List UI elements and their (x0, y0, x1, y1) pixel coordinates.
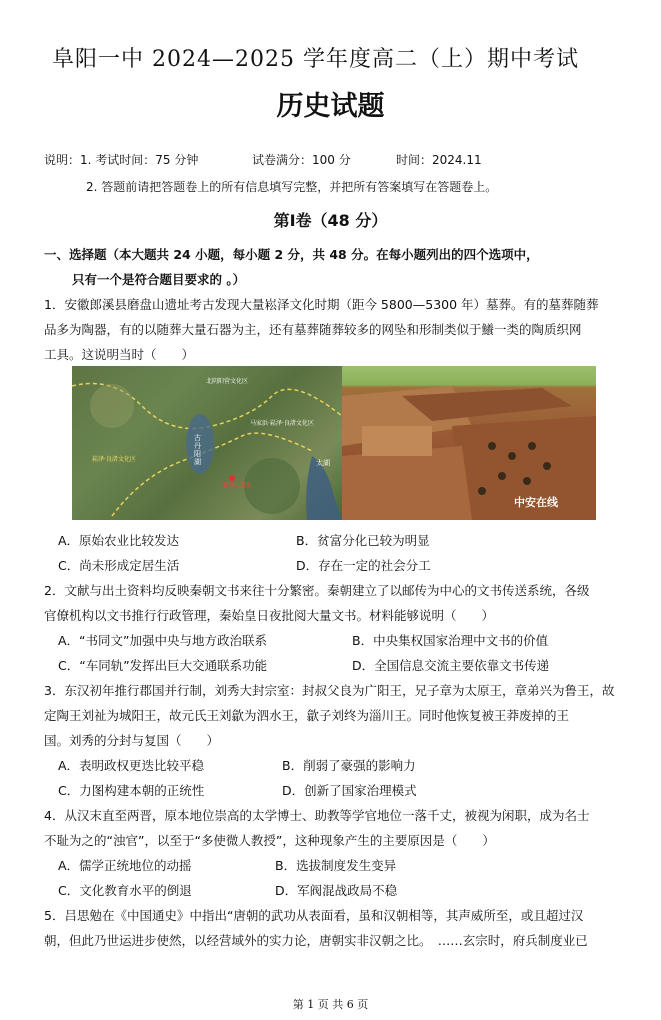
map-label-lake: 古丹阳湖 (194, 434, 201, 466)
question-text: 品多为陶器，有的以随葬大量石器为主，还有墓葬随葬较多的网坠和形制类似于鱶一类的陶质织网 (44, 322, 582, 337)
option-c: C．文化教育水平的倒退 (58, 883, 192, 898)
question-text: 国。刘秀的分封与复国（ ） (44, 733, 220, 748)
question-text: 5．吕思勉在《中国通史》中指出“唐朝的武功从表面看，虽和汉朝相等，其声威所至，或且超过汉 (44, 908, 584, 923)
page-footer: 第 1 页 共 6 页 (292, 998, 369, 1011)
question-text: 工具。这说明当时（ ） (44, 347, 195, 362)
photo-watermark: 中安在线 (514, 496, 558, 509)
map-label-region2: 崧泽·良渚文化区 (92, 456, 136, 463)
map-label-region3: 马家浜·崧泽·良渚文化区 (250, 420, 314, 427)
question-text: 不耻为之的“浊官”，以至于“多使微人教授”，这种现象产生的主要原因是（ ） (44, 833, 495, 848)
satellite-map (72, 366, 342, 520)
option-c: C．力图构建本朝的正统性 (58, 783, 205, 798)
exam-duration: 1. 考试时间：75 分钟 (80, 153, 199, 167)
option-c: C．“车同轨”发挥出巨大交通联系功能 (58, 658, 268, 673)
section-title: 第Ⅰ卷（48 分） (273, 211, 388, 230)
question-text: 4．从汉末直至两晋，原本地位崇高的太学博士、助教等学官地位一落千丈，被视为闲职，成为名士 (44, 808, 590, 823)
excavation-photo (342, 366, 596, 520)
question-text: 2．文献与出土资料均反映秦朝文书来往十分繁密。秦朝建立了以邮传为中心的文书传送系统，各级 (44, 583, 590, 598)
option-a: A．原始农业比较发达 (58, 533, 180, 548)
part-heading-line1: 一、选择题（本大题共 24 小题，每小题 2 分，共 48 分。在每小题列出的四个选项中， (44, 247, 539, 262)
exam-date: 时间：2024.11 (396, 153, 482, 167)
option-b: B．中央集权国家治理中文书的价值 (352, 633, 549, 648)
option-b: B．贫富分化已较为明显 (296, 533, 430, 548)
exam-title: 阜阳一中 2024—2025 学年度高二（上）期中考试 (52, 47, 579, 72)
question-text: 1．安徽郎溪县磨盘山遗址考古发现大量崧泽文化时期（距今 5800—5300 年）墓葬。有的墓葬随葬 (44, 297, 599, 312)
option-c: C．尚未形成定居生活 (58, 558, 180, 573)
question-1-figure (72, 366, 596, 520)
option-b: B．削弱了豪强的影响力 (282, 758, 416, 773)
exam-full-score: 试卷满分：100 分 (252, 153, 351, 167)
map-label-taihu: 太湖 (316, 459, 330, 467)
instruction-2: 2. 答题前请把答题卷上的所有信息填写完整，并把所有答案填写在答题卷上。 (86, 180, 498, 194)
map-label-site: 磨盘山遗址 (222, 482, 253, 489)
map-label-region1: 北阴阳营文化区 (206, 378, 249, 385)
option-a: A．“书同文”加强中央与地方政治联系 (58, 633, 268, 648)
option-a: A．表明政权更迭比较平稳 (58, 758, 205, 773)
question-text: 3．东汉初年推行郡国并行制，刘秀大封宗室：封叔父良为广阳王，兄子章为太原王，章弟兴为鲁王，故 (44, 683, 615, 698)
part-heading-line2: 只有一个是符合题目要求的 。） (72, 272, 246, 287)
option-d: D．军阀混战政局不稳 (275, 883, 398, 898)
subject-title: 历史试题 (276, 91, 385, 122)
instructions-label: 说明： (44, 153, 81, 167)
option-d: D．全国信息交流主要依靠文书传递 (352, 658, 550, 673)
question-text: 官僚机构以文书推行行政管理，秦始皇日夜批阅大量文书。材料能够说明（ ） (44, 608, 495, 623)
option-b: B．选拔制度发生变异 (275, 858, 397, 873)
option-a: A．儒学正统地位的动摇 (58, 858, 192, 873)
option-d: D．存在一定的社会分工 (296, 558, 431, 573)
option-d: D．创新了国家治理模式 (282, 783, 417, 798)
question-text: 朝，但此乃世运进步使然，以经营域外的实力论，唐朝实非汉朝之比。 ……玄宗时，府兵制度业已 (44, 933, 588, 948)
question-text: 定陶王刘祉为城阳王，故元氏王刘歙为泗水王，歙子刘终为淄川王。同时他恢复被王莽废掉的王 (44, 708, 570, 723)
